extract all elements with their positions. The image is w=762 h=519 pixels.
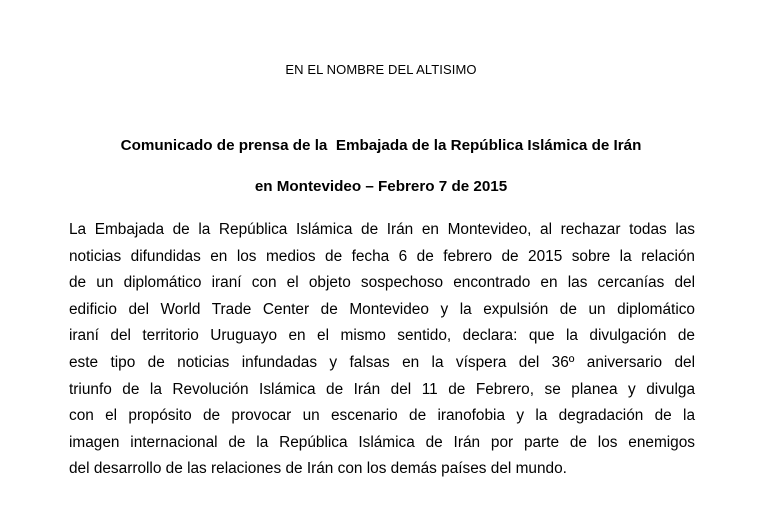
body-line: este tipo de noticias infundadas y falsas en la víspera del 36º aniversario del [69,353,695,371]
body-line: triunfo de la Revolución Islámica de Irán del 11 de Febrero, se planea y divulga [69,380,695,398]
body-line: imagen internacional de la República Islámica de Irán por parte de los enemigos [69,433,695,451]
press-release-body [69,217,695,483]
body-line: La Embajada de la República Islámica de Irán en Montevideo, al rechazar todas las [69,221,695,238]
body-line: iraní del territorio Uruguayo en el mismo sentido, declara: que la divulgación de [69,327,695,345]
press-release-title-line-2: en Montevideo – Febrero 7 de 2015 [254,178,508,195]
body-line: de un diplomático iraní con el objeto sospechoso encontrado en las cercanías del [69,274,695,292]
invocation-heading: EN EL NOMBRE DEL ALTISIMO [285,62,477,77]
body-line: del desarrollo de las relaciones de Irán con los demás países del mundo. [69,460,567,478]
press-release-title-line-1: Comunicado de prensa de la Embajada de la República Islámica de Irán [120,137,642,154]
body-line: noticias difundidas en los medios de fecha 6 de febrero de 2015 sobre la relación [69,247,695,265]
body-line: edificio del World Trade Center de Montevideo y la expulsión de un diplomático [69,300,695,318]
body-line: con el propósito de provocar un escenario de iranofobia y la degradación de la [69,407,695,425]
